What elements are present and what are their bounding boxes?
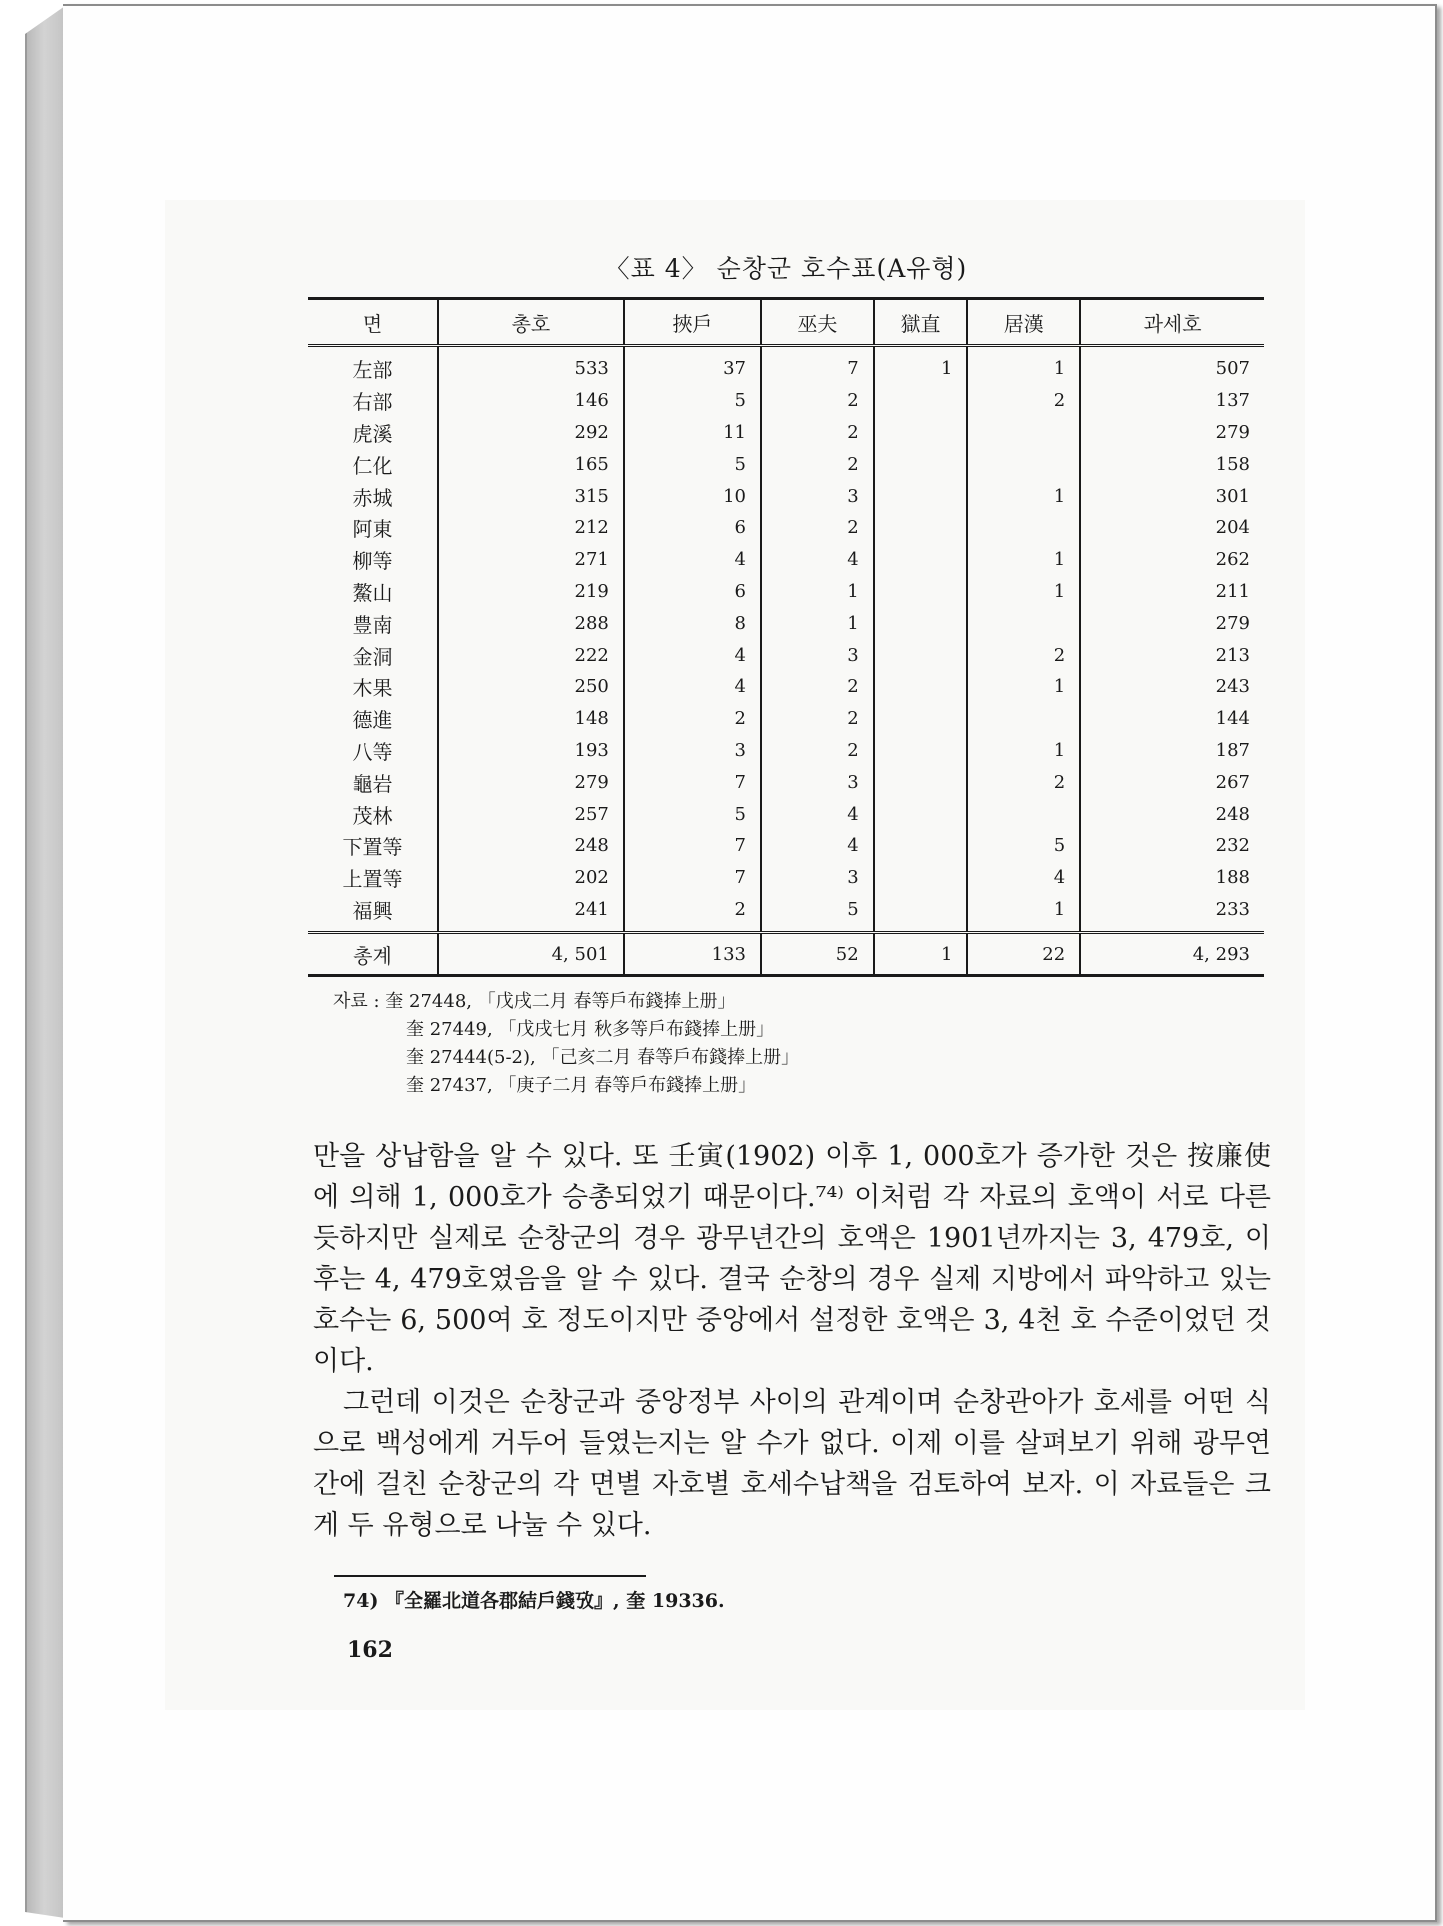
cell-total: 222 — [438, 639, 624, 671]
cell-mu: 2 — [761, 512, 874, 544]
cell-tax: 188 — [1080, 862, 1264, 894]
source-label: 자료 : — [333, 991, 380, 1012]
cell-mu: 7 — [761, 346, 874, 385]
cell-hyeop: 3 — [624, 735, 761, 767]
cell-geo: 2 — [967, 766, 1080, 798]
cell-hyeop: 11 — [624, 417, 761, 449]
cell-ok — [874, 417, 968, 449]
cell-geo: 4 — [967, 862, 1080, 894]
paragraph: 그런데 이것은 순창군과 중앙정부 사이의 관계이며 순창관아가 호세를 어떤 식으로 백성에게 거두어 들였는지는 알 수가 없다. 이제 이를 살펴보기 위해 광무연간에 걸친 순창군의 각 면별 자호별 호세수납책을 검토하여 보자. 이 자료들은 크게 두 유형으로 나눌 수 있다. — [313, 1387, 1271, 1541]
cell-total: 288 — [438, 607, 624, 639]
cell-hyeop: 7 — [624, 830, 761, 862]
cell-geo: 5 — [967, 830, 1080, 862]
cell-total: 315 — [438, 480, 624, 512]
cell-geo: 1 — [967, 671, 1080, 703]
cell-ok — [874, 766, 968, 798]
table-total-row — [308, 933, 1264, 976]
table-row — [308, 894, 1264, 933]
cell-name: 下置等 — [342, 835, 403, 860]
cell-tax: 301 — [1080, 480, 1264, 512]
table-row — [308, 417, 1264, 449]
cell-hyeop: 6 — [624, 576, 761, 608]
cell-tax: 267 — [1080, 766, 1264, 798]
col-header-mu: 巫夫 — [761, 299, 874, 346]
cell-geo — [967, 512, 1080, 544]
cell-mu: 1 — [761, 576, 874, 608]
cell-ok — [874, 512, 968, 544]
cell-hyeop: 4 — [624, 671, 761, 703]
table-row — [308, 703, 1264, 735]
cell-mu: 3 — [761, 766, 874, 798]
cell-name: 八等 — [352, 739, 393, 764]
cell-ok — [874, 385, 968, 417]
source-line: 奎 27449, 「戊戌七月 秋多等戶布錢捧上册」 — [406, 1019, 775, 1040]
cell-tax: 213 — [1080, 639, 1264, 671]
cell-tax: 144 — [1080, 703, 1264, 735]
table-row — [308, 830, 1264, 862]
page-number: 162 — [347, 1637, 393, 1663]
cell-geo: 1 — [967, 735, 1080, 767]
footnote-divider — [334, 1575, 646, 1577]
cell-total: 250 — [438, 671, 624, 703]
book-spine — [25, 6, 65, 1918]
cell-geo: 1 — [967, 894, 1080, 933]
cell-tax: 158 — [1080, 448, 1264, 480]
cell-mu: 2 — [761, 735, 874, 767]
cell-geo — [967, 448, 1080, 480]
table-row — [308, 671, 1264, 703]
cell-hyeop: 37 — [624, 346, 761, 385]
cell-hyeop: 7 — [624, 766, 761, 798]
cell-ok — [874, 894, 968, 933]
cell-hyeop: 5 — [624, 798, 761, 830]
cell-tax: 279 — [1080, 607, 1264, 639]
total-mu: 52 — [761, 933, 874, 976]
cell-geo: 1 — [967, 346, 1080, 385]
cell-hyeop: 5 — [624, 448, 761, 480]
col-header-ok: 獄直 — [874, 299, 968, 346]
cell-mu: 5 — [761, 894, 874, 933]
table-row — [308, 862, 1264, 894]
table-row — [308, 544, 1264, 576]
cell-hyeop: 2 — [624, 894, 761, 933]
cell-name: 豊南 — [352, 612, 393, 637]
cell-mu: 4 — [761, 544, 874, 576]
cell-name: 虎溪 — [352, 421, 393, 446]
cell-hyeop: 10 — [624, 480, 761, 512]
cell-ok — [874, 480, 968, 512]
source-text: 奎 27448, 「戊戌二月 春等戶布錢捧上册」 — [385, 991, 736, 1012]
cell-ok — [874, 671, 968, 703]
cell-tax: 243 — [1080, 671, 1264, 703]
cell-ok — [874, 448, 968, 480]
cell-name: 木果 — [352, 676, 393, 701]
cell-ok — [874, 544, 968, 576]
table-row — [308, 607, 1264, 639]
cell-total: 257 — [438, 798, 624, 830]
cell-tax: 233 — [1080, 894, 1264, 933]
source-line: 奎 27437, 「庚子二月 春等戶布錢捧上册」 — [406, 1075, 757, 1096]
cell-tax: 279 — [1080, 417, 1264, 449]
cell-name: 阿東 — [352, 517, 393, 542]
cell-tax: 232 — [1080, 830, 1264, 862]
cell-total: 279 — [438, 766, 624, 798]
table-header-row — [308, 299, 1264, 346]
cell-ok — [874, 639, 968, 671]
cell-name: 福興 — [352, 898, 393, 923]
footnote: 74) 『全羅北道各郡結戶錢攷』, 奎 19336. — [343, 1590, 725, 1612]
cell-hyeop: 6 — [624, 512, 761, 544]
cell-ok — [874, 735, 968, 767]
cell-name: 茂林 — [352, 803, 393, 828]
cell-total: 148 — [438, 703, 624, 735]
cell-mu: 2 — [761, 703, 874, 735]
total-total: 4, 501 — [438, 933, 624, 976]
cell-ok — [874, 576, 968, 608]
cell-ok — [874, 703, 968, 735]
cell-name: 右部 — [352, 390, 393, 415]
cell-tax: 211 — [1080, 576, 1264, 608]
col-header-district: 면 — [308, 299, 438, 346]
cell-mu: 2 — [761, 448, 874, 480]
table-row — [308, 448, 1264, 480]
cell-mu: 2 — [761, 385, 874, 417]
cell-geo: 2 — [967, 639, 1080, 671]
cell-mu: 2 — [761, 417, 874, 449]
cell-total: 212 — [438, 512, 624, 544]
cell-name: 赤城 — [352, 485, 393, 510]
household-table — [308, 297, 1264, 977]
source-line: 奎 27444(5-2), 「己亥二月 春等戶布錢捧上册」 — [406, 1047, 800, 1068]
cell-geo — [967, 703, 1080, 735]
cell-geo — [967, 607, 1080, 639]
table-caption: 〈표 4〉 순창군 호수표(A유형) — [604, 254, 968, 283]
cell-total: 219 — [438, 576, 624, 608]
col-header-hyeop: 挾戶 — [624, 299, 761, 346]
table-row — [308, 639, 1264, 671]
cell-total: 241 — [438, 894, 624, 933]
cell-mu: 3 — [761, 480, 874, 512]
cell-total: 193 — [438, 735, 624, 767]
cell-mu: 4 — [761, 798, 874, 830]
cell-name: 仁化 — [352, 453, 393, 478]
total-label: 총계 — [308, 933, 438, 976]
cell-mu: 4 — [761, 830, 874, 862]
cell-name: 龜岩 — [352, 771, 393, 796]
cell-tax: 137 — [1080, 385, 1264, 417]
cell-hyeop: 4 — [624, 639, 761, 671]
cell-ok — [874, 830, 968, 862]
cell-geo — [967, 798, 1080, 830]
cell-ok — [874, 798, 968, 830]
cell-ok — [874, 607, 968, 639]
cell-hyeop: 4 — [624, 544, 761, 576]
cell-hyeop: 8 — [624, 607, 761, 639]
cell-tax: 187 — [1080, 735, 1264, 767]
cell-tax: 507 — [1080, 346, 1264, 385]
cell-hyeop: 2 — [624, 703, 761, 735]
cell-mu: 3 — [761, 639, 874, 671]
cell-name: 鰲山 — [352, 580, 393, 605]
table-row — [308, 480, 1264, 512]
cell-total: 202 — [438, 862, 624, 894]
cell-mu: 2 — [761, 671, 874, 703]
table-row — [308, 512, 1264, 544]
cell-total: 165 — [438, 448, 624, 480]
table-row — [308, 385, 1264, 417]
cell-tax: 262 — [1080, 544, 1264, 576]
cell-name: 上置等 — [342, 867, 403, 892]
cell-ok — [874, 862, 968, 894]
source-line — [333, 988, 1273, 1016]
total-geo: 22 — [967, 933, 1080, 976]
cell-mu: 1 — [761, 607, 874, 639]
table-row — [308, 735, 1264, 767]
table-row — [308, 798, 1264, 830]
table-row — [308, 766, 1264, 798]
cell-name: 德進 — [352, 708, 393, 733]
col-header-tax: 과세호 — [1080, 299, 1264, 346]
cell-total: 292 — [438, 417, 624, 449]
cell-tax: 204 — [1080, 512, 1264, 544]
cell-total: 146 — [438, 385, 624, 417]
cell-hyeop: 5 — [624, 385, 761, 417]
cell-geo — [967, 417, 1080, 449]
cell-total: 271 — [438, 544, 624, 576]
body-text — [313, 1136, 1271, 1546]
col-header-total: 총호 — [438, 299, 624, 346]
total-hyeop: 133 — [624, 933, 761, 976]
cell-name: 左部 — [352, 358, 393, 383]
total-tax: 4, 293 — [1080, 933, 1264, 976]
cell-name: 柳等 — [352, 549, 393, 574]
cell-geo: 2 — [967, 385, 1080, 417]
col-header-geo: 居漢 — [967, 299, 1080, 346]
total-ok: 1 — [874, 933, 968, 976]
cell-ok: 1 — [874, 346, 968, 385]
cell-tax: 248 — [1080, 798, 1264, 830]
source-notes — [333, 988, 1273, 1100]
cell-total: 248 — [438, 830, 624, 862]
cell-geo: 1 — [967, 576, 1080, 608]
table-row — [308, 346, 1264, 385]
paragraph: 만을 상납함을 알 수 있다. 또 壬寅(1902) 이후 1, 000호가 증가한 것은 按廉使에 의해 1, 000호가 승총되었기 때문이다.⁷⁴⁾ 이처럼 각 자료의 호액이 서로 다른 듯하지만 실제로 순창군의 경우 광무년간의 호액은 1901년까지는 3, 479호, 이후는 4, 479호였음을 알 수 있다. 결국 순창의 경우 실제 지방에서 파악하고 있는 호수는 6, 500여 호 정도이지만 중앙에서 설정한 호액은 3, 4천 호 수준이었던 것이다. — [313, 1141, 1271, 1377]
cell-mu: 3 — [761, 862, 874, 894]
table-row — [308, 576, 1264, 608]
cell-name: 金洞 — [352, 644, 393, 669]
cell-geo: 1 — [967, 480, 1080, 512]
cell-geo: 1 — [967, 544, 1080, 576]
cell-hyeop: 7 — [624, 862, 761, 894]
cell-total: 533 — [438, 346, 624, 385]
